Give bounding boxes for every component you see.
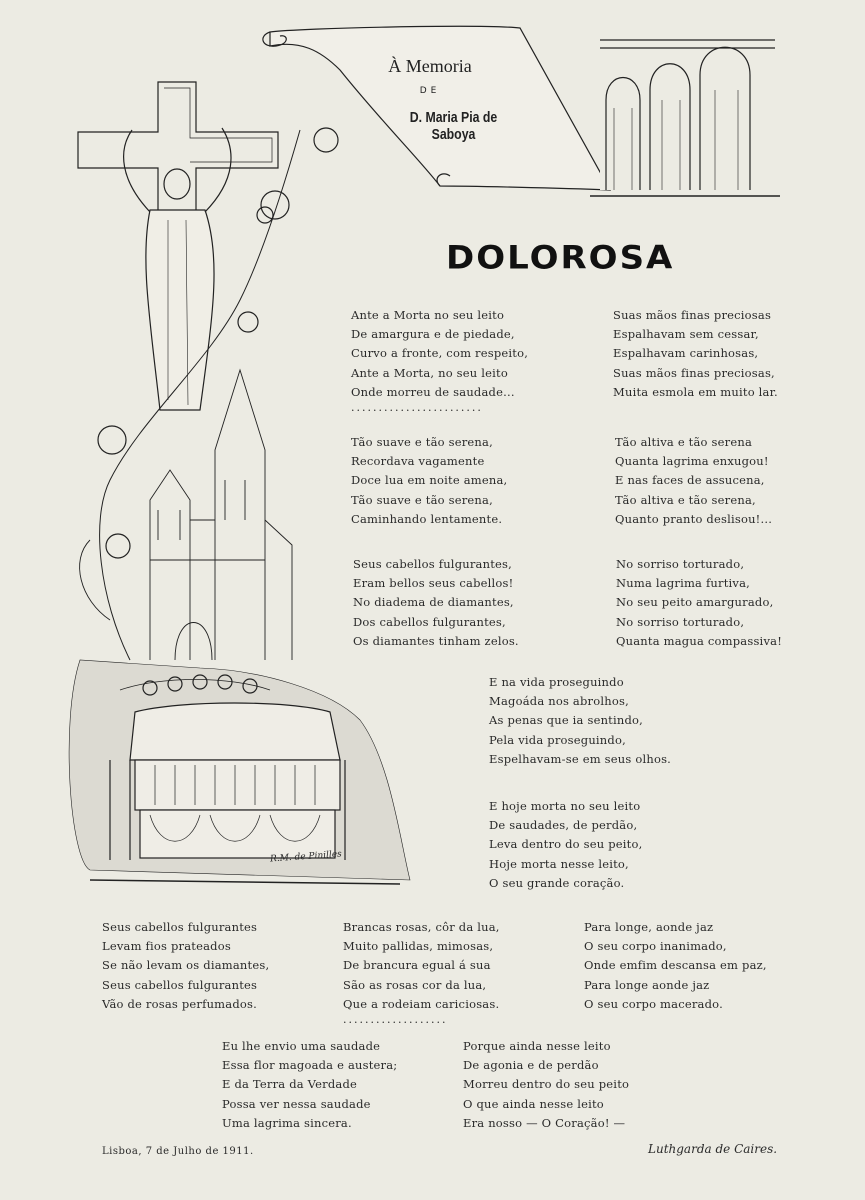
verse-line: E hoje morta no seu leito — [489, 799, 641, 813]
verse-line: Leva dentro do seu peito, — [489, 837, 643, 852]
verse-line: E nas faces de assucena, — [615, 473, 765, 488]
stanza-9 — [102, 918, 269, 1014]
verse-line: Para longe aonde jaz — [584, 977, 710, 992]
verse-line: Doce lua em noite amena, — [351, 473, 508, 488]
verse-line: Pela vida proseguindo, — [489, 732, 626, 747]
illustration-signature: R.M. de Pinilles — [269, 849, 343, 865]
author-signature: Luthgarda de Caires. — [648, 1142, 778, 1156]
banner-line-de: DE — [419, 86, 441, 96]
verse-line: Levam fios prateados — [102, 939, 231, 954]
stanza-8 — [489, 797, 642, 893]
verse-line: Curvo a fronte, com respeito, — [351, 346, 529, 361]
verse-line: Onde emfim descansa em paz, — [584, 958, 767, 973]
stanza-12 — [222, 1037, 397, 1133]
verse-line: De brancura egual á sua — [343, 958, 491, 973]
stanza-4 — [615, 433, 772, 529]
stanza-3 — [351, 433, 507, 529]
verse-line: Espelhavam-se em seus olhos. — [489, 751, 672, 766]
stanza-5 — [353, 555, 519, 651]
stanza-11 — [584, 918, 767, 1014]
verse-line: Ante a Morta no seu leito — [351, 308, 505, 322]
verse-line: Eu lhe envio uma saudade — [222, 1039, 381, 1053]
verse-line: Numa lagrima furtiva, — [616, 576, 751, 591]
verse-line: E da Terra da Verdade — [222, 1077, 358, 1092]
verse-line: Quanta lagrima enxugou! — [615, 454, 769, 469]
verse-line: Magoáda nos abrolhos, — [489, 694, 629, 709]
verse-line: Onde morreu de saudade... — [351, 384, 515, 399]
cathedral-drawing — [150, 370, 292, 660]
verse-line: Os diamantes tinham zelos. — [353, 633, 519, 648]
verse-line: Brancas rosas, côr da lua, — [343, 920, 500, 934]
place-and-date: Lisboa, 7 de Julho de 1911. — [102, 1146, 254, 1157]
verse-line: Espalhavam carinhosas, — [613, 346, 759, 361]
verse-line: As penas que ia sentindo, — [489, 713, 644, 728]
verse-line: Uma lagrima sincera. — [222, 1115, 352, 1130]
verse-line: Ante a Morta, no seu leito — [351, 365, 508, 380]
stanza-10 — [343, 918, 500, 1026]
verse-line: No sorriso torturado, — [616, 614, 745, 629]
stanza-2 — [613, 306, 778, 402]
verse-line: Possa ver nessa saudade — [222, 1096, 371, 1111]
verse-line: Suas mãos finas preciosas, — [613, 365, 775, 380]
verse-line: Caminhando lentamente. — [351, 511, 503, 526]
verse-line: Que a rodeiam cariciosas. — [343, 996, 500, 1011]
verse-line: Quanta magua compassiva! — [616, 633, 783, 648]
verse-line: Era nosso — O Coração! — — [463, 1115, 626, 1130]
ellipsis-divider: ................... — [343, 1013, 448, 1027]
verse-line: Se não levam os diamantes, — [102, 958, 270, 973]
verse-line: Hoje morta nesse leito, — [489, 856, 629, 871]
verse-line: Recordava vagamente — [351, 454, 485, 469]
poem-title: DOLOROSA — [446, 239, 675, 277]
verse-line: O seu corpo inanimado, — [584, 939, 727, 954]
verse-line: Tão altiva e tão serena, — [615, 492, 756, 507]
verse-line: Tão altiva e tão serena — [615, 435, 753, 449]
verse-line: Quanto pranto deslisou!... — [615, 511, 773, 526]
stanza-6 — [616, 555, 782, 651]
verse-line: De agonia e de perdão — [463, 1058, 599, 1073]
banner-line-name: D. Maria Pia de Saboya — [409, 109, 498, 143]
verse-line: Muito pallidas, mimosas, — [343, 939, 494, 954]
tomb-drawing — [69, 660, 410, 884]
verse-line: O que ainda nesse leito — [463, 1096, 604, 1111]
verse-line: Morreu dentro do seu peito — [463, 1077, 630, 1092]
verse-line: Essa flor magoada e austera; — [222, 1058, 398, 1073]
verse-line: De saudades, de perdão, — [489, 818, 638, 833]
arches-drawing — [590, 30, 780, 196]
verse-line: Eram bellos seus cabellos! — [353, 576, 514, 591]
stanza-13 — [463, 1037, 629, 1133]
verse-line: Muita esmola em muito lar. — [613, 384, 778, 399]
verse-line: Suas mãos finas preciosas — [613, 308, 772, 322]
verse-line: No diadema de diamantes, — [353, 595, 514, 610]
verse-line: Seus cabellos fulgurantes — [102, 977, 258, 992]
verse-line: De amargura e de piedade, — [351, 327, 515, 342]
verse-line: São as rosas cor da lua, — [343, 977, 487, 992]
ellipsis-divider: ........................ — [351, 401, 483, 415]
verse-line: Vão de rosas perfumados. — [102, 996, 257, 1011]
verse-line: E na vida proseguindo — [489, 675, 624, 689]
verse-line: Seus cabellos fulgurantes — [102, 920, 258, 934]
verse-line: Espalhavam sem cessar, — [613, 327, 759, 342]
verse-line: O seu corpo macerado. — [584, 996, 723, 1011]
stanza-7 — [489, 673, 671, 769]
stanza-1 — [351, 306, 528, 414]
verse-line: Tão suave e tão serena, — [351, 435, 493, 449]
verse-line: Tão suave e tão serena, — [351, 492, 493, 507]
verse-line: Porque ainda nesse leito — [463, 1039, 611, 1053]
verse-line: O seu grande coração. — [489, 875, 625, 890]
verse-line: No sorriso torturado, — [616, 557, 745, 571]
verse-line: Para longe, aonde jaz — [584, 920, 714, 934]
banner-line-memoria: À Memoria — [388, 56, 472, 76]
verse-line: Seus cabellos fulgurantes, — [353, 557, 513, 571]
verse-line: Dos cabellos fulgurantes, — [353, 614, 506, 629]
verse-line: No seu peito amargurado, — [616, 595, 774, 610]
